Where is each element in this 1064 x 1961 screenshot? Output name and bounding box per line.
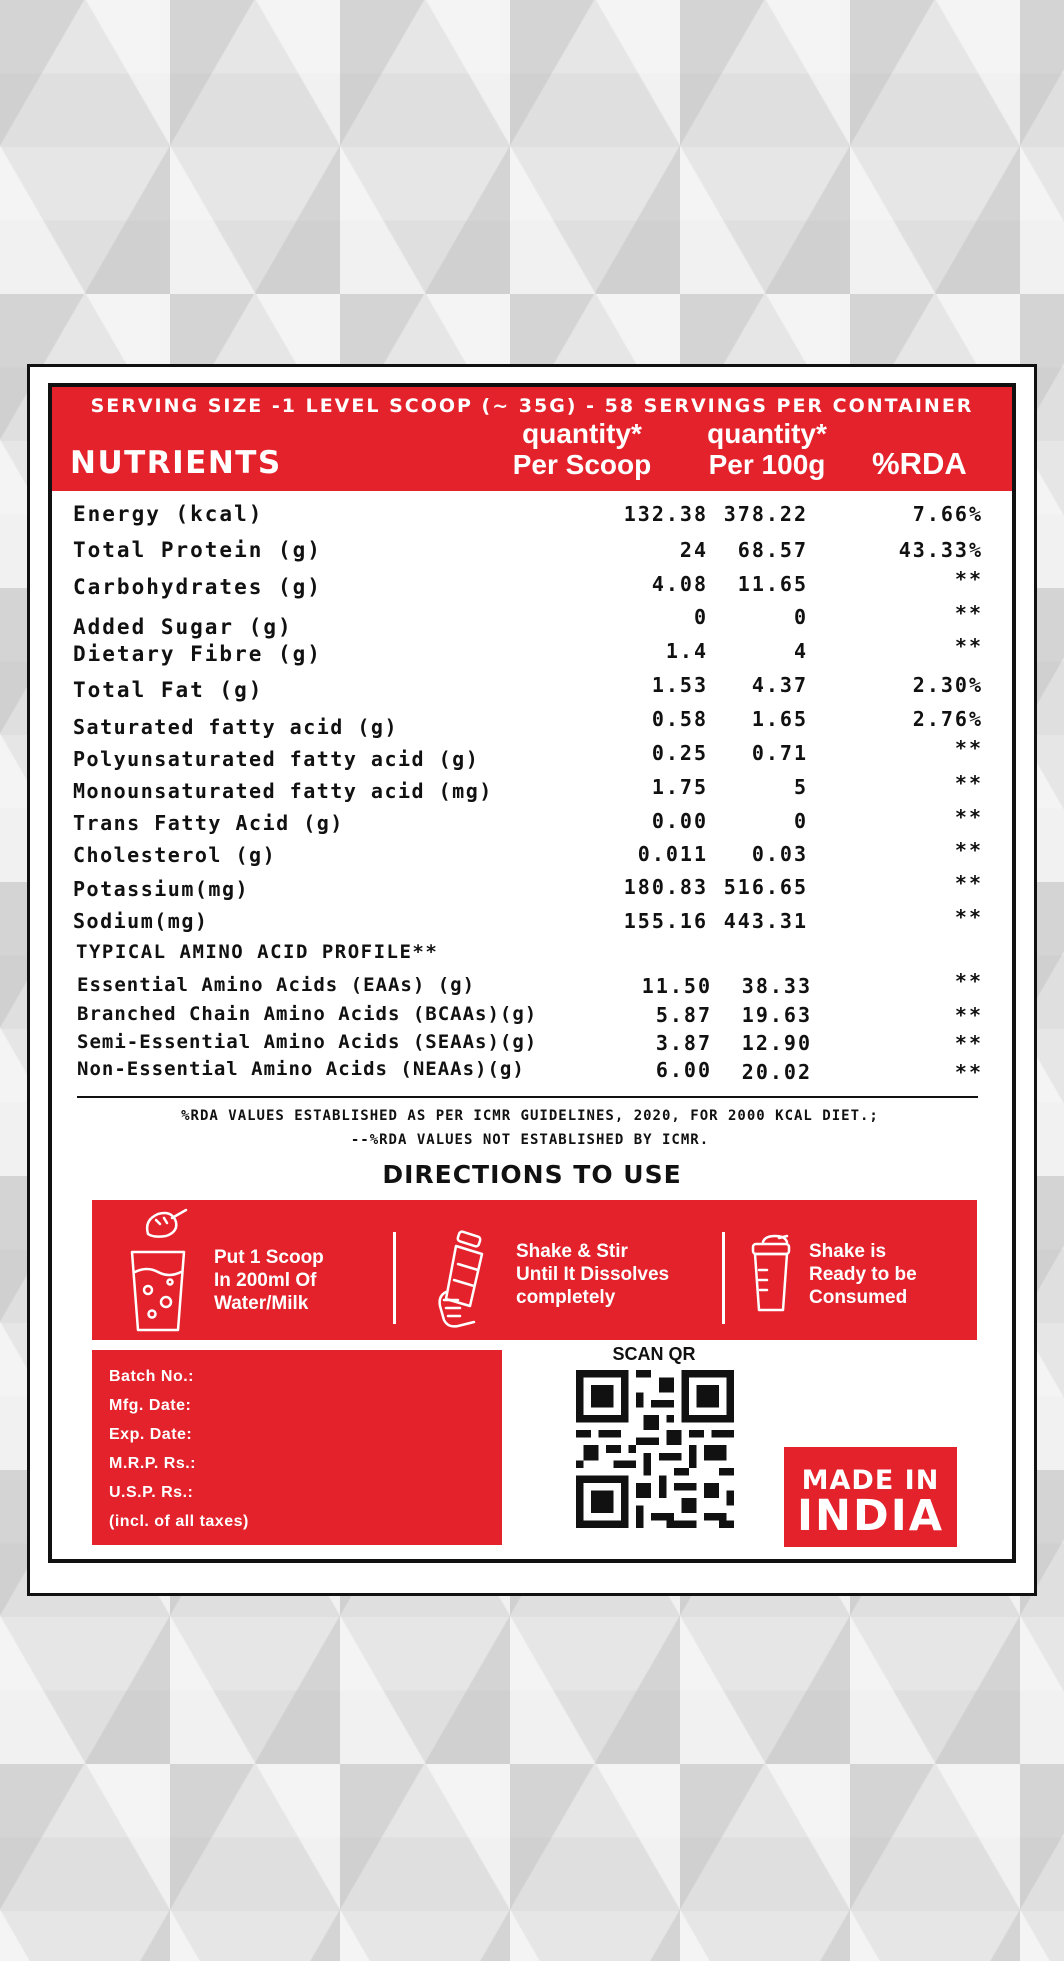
per-100g-value: 0 — [793, 809, 808, 833]
nutrient-name: Trans Fatty Acid (g) — [73, 811, 344, 835]
per-100g-value: 4 — [793, 639, 808, 663]
per-100g-value: 4.37 — [751, 673, 808, 697]
nutrient-name: Added Sugar (g) — [73, 615, 293, 639]
per-100g-value: 1.65 — [751, 707, 808, 731]
exp-date-label: Exp. Date: — [109, 1426, 193, 1443]
rda-footnote-line2: --%RDA VALUES NOT ESTABLISHED BY ICMR. — [350, 1132, 710, 1148]
rda-value: ** — [954, 567, 983, 591]
rda-value: 2.30% — [912, 673, 983, 697]
rda-value: ** — [954, 905, 983, 929]
amino-name: Branched Chain Amino Acids (BCAAs)(g) — [77, 1003, 538, 1025]
nutrient-name: Monounsaturated fatty acid (mg) — [73, 779, 493, 803]
per-scoop-value: 6.00 — [655, 1058, 712, 1082]
per-scoop-value: 4.08 — [651, 572, 708, 596]
per-100g-value: 68.57 — [737, 538, 808, 562]
direction-step-2-line: Until It Dissolves — [516, 1264, 670, 1285]
rda-value: ** — [954, 601, 983, 625]
table-row — [73, 538, 983, 570]
rda-value: ** — [954, 969, 983, 993]
per-scoop-value: 5.87 — [655, 1003, 712, 1027]
table-row — [73, 567, 983, 604]
direction-step-3-line: Ready to be — [809, 1264, 917, 1285]
rda-value: ** — [954, 871, 983, 895]
nutrient-name: Dietary Fibre (g) — [73, 642, 322, 666]
glass-scoop-icon — [126, 1206, 192, 1334]
per-scoop-value: 1.75 — [651, 775, 708, 799]
per-100g-heading-line2: Per 100g — [708, 449, 826, 480]
table-row — [73, 707, 983, 739]
per-100g-value: 20.02 — [741, 1060, 812, 1084]
per-scoop-value: 1.4 — [665, 639, 708, 663]
nutrient-name: Carbohydrates (g) — [73, 575, 322, 599]
per-100g-heading — [692, 418, 842, 480]
amino-name: Non-Essential Amino Acids (NEAAs)(g) — [77, 1058, 525, 1080]
table-row — [73, 771, 983, 807]
nutrient-name: Sodium(mg) — [73, 909, 209, 933]
nutrients-heading: NUTRIENTS — [70, 445, 282, 481]
directions-title: DIRECTIONS TO USE — [382, 1160, 682, 1189]
amino-name: Essential Amino Acids (EAAs) (g) — [77, 974, 476, 996]
per-scoop-value: 24 — [679, 538, 708, 562]
mfg-date-label: Mfg. Date: — [109, 1397, 192, 1414]
table-row — [73, 805, 983, 841]
rda-value: ** — [954, 1003, 983, 1027]
table-row — [73, 601, 983, 639]
direction-step-1-text — [214, 1246, 324, 1315]
rda-footnote-line1: %RDA VALUES ESTABLISHED AS PER ICMR GUIDELINES, 2020, FOR 2000 KCAL DIET.; — [181, 1108, 879, 1124]
serving-size-text: SERVING SIZE -1 LEVEL SCOOP (~ 35G) - 58 SERVINGS PER CONTAINER — [90, 395, 974, 417]
per-scoop-value: 0.011 — [637, 842, 708, 866]
direction-step-3 — [725, 1200, 977, 1340]
nutrient-name: Total Fat (g) — [73, 678, 264, 702]
table-row — [73, 838, 983, 874]
table-row — [73, 634, 983, 671]
per-100g-value: 5 — [793, 775, 808, 799]
per-scoop-value: 1.53 — [651, 673, 708, 697]
rda-value: ** — [954, 634, 983, 658]
per-100g-value: 443.31 — [723, 909, 808, 933]
direction-step-1-line: Water/Milk — [214, 1293, 309, 1314]
rda-value: ** — [954, 838, 983, 862]
per-100g-value: 38.33 — [741, 974, 812, 998]
per-scoop-value: 11.50 — [641, 974, 712, 998]
rda-value: ** — [954, 1060, 983, 1084]
batch-info-panel — [92, 1350, 502, 1545]
per-scoop-heading-line2: Per Scoop — [512, 449, 652, 480]
per-scoop-value: 132.38 — [623, 502, 708, 526]
per-100g-value: 0.03 — [751, 842, 808, 866]
per-scoop-value: 180.83 — [623, 875, 708, 899]
direction-step-2-line: Shake & Stir — [516, 1241, 628, 1262]
per-100g-value: 12.90 — [741, 1031, 812, 1055]
nutrient-name: Total Protein (g) — [73, 538, 322, 562]
nutrition-header — [52, 387, 1012, 491]
direction-step-3-line: Shake is — [809, 1241, 887, 1262]
table-row — [73, 502, 983, 534]
india-text: INDIA — [797, 1491, 944, 1541]
table-row — [73, 673, 983, 705]
per-scoop-heading — [492, 418, 672, 480]
rda-value: 2.76% — [912, 707, 983, 731]
per-scoop-value: 0.58 — [651, 707, 708, 731]
nutrient-name: Polyunsaturated fatty acid (g) — [73, 747, 480, 771]
per-100g-value: 11.65 — [737, 572, 808, 596]
table-divider — [77, 1096, 978, 1098]
qr-code-icon[interactable] — [576, 1370, 734, 1528]
direction-step-2-text — [516, 1240, 669, 1309]
nutrient-name: Energy (kcal) — [73, 502, 264, 526]
rda-value: 7.66% — [912, 502, 983, 526]
per-scoop-value: 155.16 — [623, 909, 708, 933]
table-row — [73, 905, 983, 941]
per-100g-heading-line1: quantity* — [707, 418, 827, 449]
direction-step-1 — [92, 1200, 392, 1340]
directions-panel — [92, 1200, 977, 1340]
made-in-text: MADE IN — [801, 1465, 940, 1496]
shaker-bottle-icon — [747, 1234, 795, 1314]
amino-acid-profile-title: TYPICAL AMINO ACID PROFILE** — [76, 941, 439, 963]
per-100g-value: 516.65 — [723, 875, 808, 899]
table-row — [77, 969, 983, 1006]
taxes-note: (incl. of all taxes) — [109, 1513, 249, 1530]
per-scoop-heading-line1: quantity* — [522, 418, 642, 449]
mrp-label: M.R.P. Rs.: — [109, 1455, 196, 1472]
per-scoop-value: 0.00 — [651, 809, 708, 833]
per-scoop-value: 0.25 — [651, 741, 708, 765]
direction-step-2-line: completely — [516, 1287, 616, 1308]
per-100g-value: 378.22 — [723, 502, 808, 526]
rda-value: ** — [954, 1031, 983, 1055]
batch-no-label: Batch No.: — [109, 1368, 194, 1385]
usp-label: U.S.P. Rs.: — [109, 1484, 194, 1501]
shaker-hand-icon — [436, 1230, 498, 1330]
rda-value: 43.33% — [898, 538, 983, 562]
per-100g-value: 0 — [793, 605, 808, 629]
per-100g-value: 0.71 — [751, 741, 808, 765]
table-row — [73, 871, 983, 907]
direction-step-3-line: Consumed — [809, 1287, 908, 1308]
rda-value: ** — [954, 771, 983, 795]
per-scoop-value: 0 — [693, 605, 708, 629]
table-row — [73, 736, 983, 773]
amino-name: Semi-Essential Amino Acids (SEAAs)(g) — [77, 1031, 538, 1053]
nutrient-name: Cholesterol (g) — [73, 843, 277, 867]
direction-step-2 — [396, 1200, 686, 1340]
direction-step-3-text — [809, 1240, 917, 1309]
rda-heading: %RDA — [872, 446, 967, 481]
direction-step-1-line: Put 1 Scoop — [214, 1247, 324, 1268]
scan-qr-label: SCAN QR — [612, 1344, 696, 1364]
made-in-india-badge — [784, 1447, 957, 1547]
rda-value: ** — [954, 805, 983, 829]
table-row — [77, 1060, 983, 1092]
nutrient-name: Potassium(mg) — [73, 877, 250, 901]
nutrient-name: Saturated fatty acid (g) — [73, 715, 398, 739]
direction-step-1-line: In 200ml Of — [214, 1270, 317, 1291]
rda-value: ** — [954, 736, 983, 760]
per-100g-value: 19.63 — [741, 1003, 812, 1027]
per-scoop-value: 3.87 — [655, 1031, 712, 1055]
